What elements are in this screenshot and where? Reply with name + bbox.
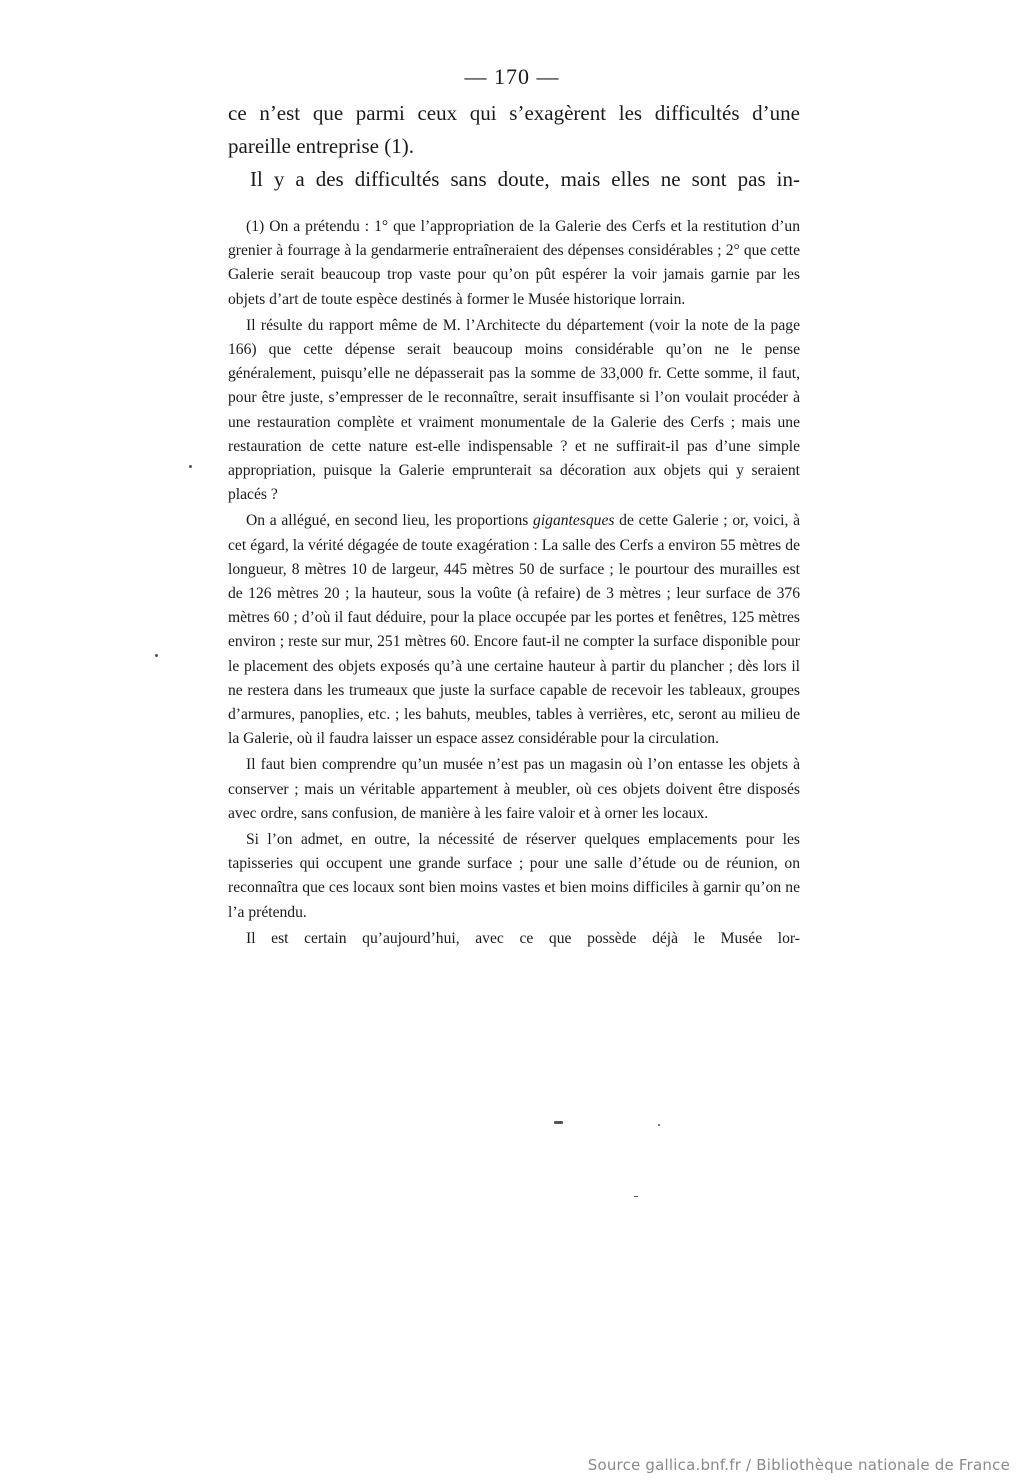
- print-speck: [554, 1121, 563, 1124]
- footnote-italic-word: gigantesques: [533, 512, 615, 530]
- footnote-block: [228, 215, 800, 953]
- print-speck: [658, 1124, 660, 1126]
- page-number: — 170 —: [464, 64, 560, 89]
- print-speck: [155, 654, 158, 657]
- footnote-paragraph: Si l’on admet, en outre, la nécessité de réserver quelques emplacements pour les tapisseries qui occupent une grande surface ; pour une salle d’étude ou de réunion, on reconnaîtra que ces locaux sont bien moins vastes et bien moins difficiles à garnir qu’on ne l’a prétendu.: [228, 831, 800, 921]
- main-text: [228, 97, 800, 196]
- footnote-paragraph: Il est certain qu’aujourd’hui, avec ce que possède déjà le Musée lor-: [246, 929, 800, 947]
- footnote-paragraph: Il résulte du rapport même de M. l’Architecte du département (voir la note de la page 166) que cette dépense serait beaucoup moins considérable qu’on ne le pense généralement, puisqu’elle ne dépasserait pas la somme de 33,000 fr. Cette somme, il faut, pour être juste, s’empresser de le reconnaître, serait insuffisante si l’on voulait procéder à une restauration complète et vraiment monumentale de la Galerie des Cerfs ; mais une restauration de cette nature est-elle indispensable ? et ne suffirait-il pas d’une simple appropriation, puisque la Galerie emprunterait sa décoration aux objets qui y seraient placés ?: [228, 316, 800, 504]
- main-paragraph: ce n’est que parmi ceux qui s’exagèrent les difficultés d’une pareille entreprise (1).: [228, 101, 800, 158]
- main-paragraph: Il y a des difficultés sans doute, mais elles ne sont pas in-: [250, 167, 800, 191]
- footnote-paragraph: [228, 509, 800, 751]
- footnote-text: de cette Galerie ; or, voici, à cet égard, la vérité dégagée de toute exagération : La salle des Cerfs a environ 55 mètres de longueur, 8 mètres 10 de largeur, 445 mètres 50 de surface ; le pourtour des murailles est de 126 mètres 20 ; la hauteur, sous la voûte (à refaire) de 3 mètres ; leur surface de 376 mètres 60 ; d’où il faut déduire, pour la place occupée par les portes et fenêtres, 125 mètres environ ; reste sur mur, 251 mètres 60. Encore faut-il ne compter la surface disponible pour le placement des objets exposés qu’à une certaine hauteur à partir du plancher ; dès lors il ne restera dans les trumeaux que juste la surface capable de recevoir les tableaux, groupes d’armures, panoplies, etc. ; les bahuts, meubles, tables à verrières, etc, seront au milieu de la Galerie, où il faudra laisser un espace assez considérable pour la circulation.: [228, 512, 800, 748]
- print-speck: [634, 1196, 638, 1197]
- print-speck: [189, 465, 192, 468]
- footnote-paragraph: Il faut bien comprendre qu’un musée n’est pas un magasin où l’on entasse les objets à conserver ; mais un véritable appartement à meubler, où ces objets doivent être disposés avec ordre, sans confusion, de manière à les faire valoir et à orner les locaux.: [228, 756, 800, 822]
- source-attribution: Source gallica.bnf.fr / Bibliothèque nationale de France: [587, 1456, 1010, 1474]
- footnote-text: On a allégué, en second lieu, les proportions: [246, 512, 534, 530]
- footnote-paragraph: (1) On a prétendu : 1° que l’appropriation de la Galerie des Cerfs et la restitution d’un grenier à fourrage à la gendarmerie entraîneraient des dépenses considérables ; 2° que cette Galerie serait beaucoup trop vaste pour qu’on pût espérer la voir jamais garnie par les objets d’art de toute espèce destinés à former le Musée historique lorrain.: [228, 218, 800, 308]
